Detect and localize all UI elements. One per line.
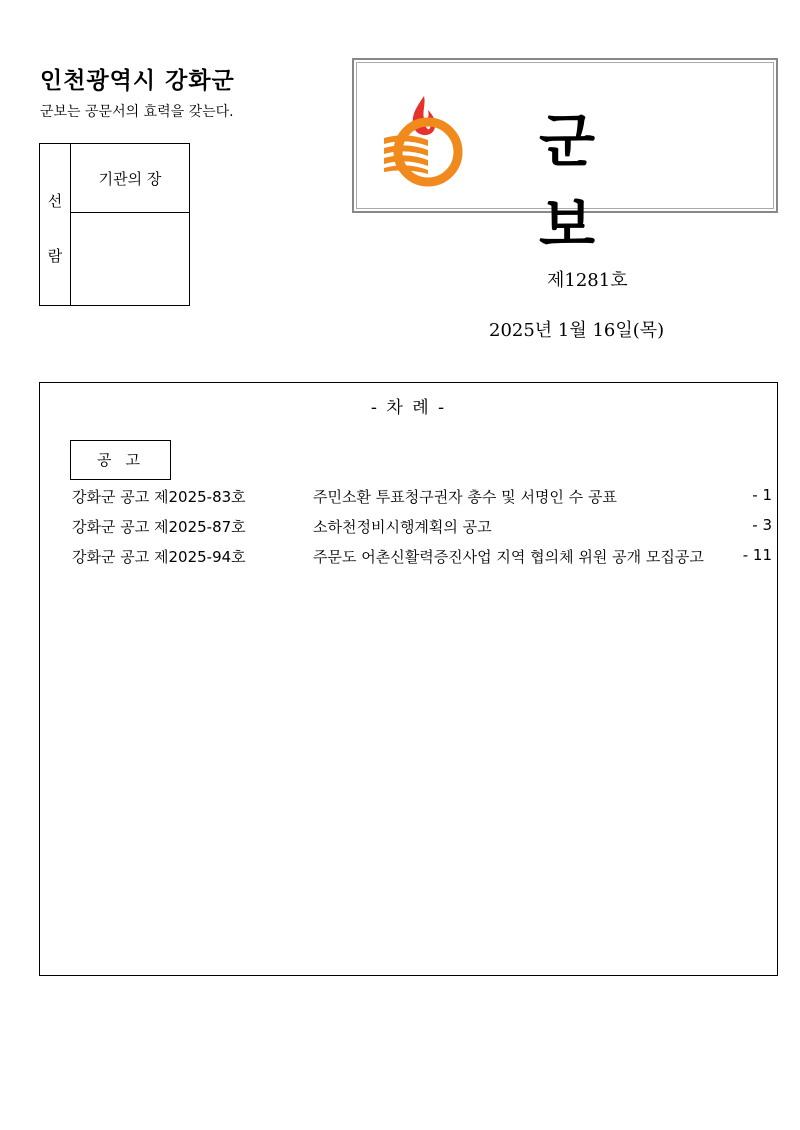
approval-head-label: 기관의 장 — [71, 144, 189, 213]
toc-entry-page: - 1 — [752, 486, 772, 504]
approval-box — [39, 143, 190, 306]
toc-entry[interactable] — [72, 516, 772, 542]
section-label-announcement: 공고 — [70, 440, 171, 480]
toc-entry-title: 소하천정비시행계획의 공고 — [313, 518, 492, 536]
toc-entry-number: 강화군 공고 제2025-83호 — [72, 488, 246, 506]
toc-entry[interactable] — [72, 546, 772, 572]
toc-entry-title: 주민소환 투표청구권자 총수 및 서명인 수 공표 — [313, 488, 617, 506]
toc-heading: - 차 례 - — [370, 398, 447, 418]
toc-entry-title: 주문도 어촌신활력증진사업 지역 협의체 위원 공개 모집공고 — [313, 548, 704, 566]
toc-entry-number: 강화군 공고 제2025-87호 — [72, 518, 246, 536]
issue-number: 제1281호 — [547, 270, 628, 291]
toc-entry[interactable] — [72, 486, 772, 512]
gangwha-emblem-icon — [380, 88, 468, 188]
organization-title: 인천광역시 강화군 — [40, 68, 235, 94]
approval-side-column — [40, 144, 71, 305]
banner-title: 군보 — [539, 107, 668, 259]
toc-entry-page: - 11 — [742, 546, 772, 564]
document-subtitle: 군보는 공문서의 효력을 갖는다. — [40, 104, 234, 120]
issue-date: 2025년 1월 16일(목) — [489, 320, 665, 341]
toc-entry-page: - 3 — [752, 516, 772, 534]
table-of-contents — [39, 382, 778, 976]
gunbo-banner — [352, 58, 778, 259]
approval-side-label: 선 — [47, 192, 63, 210]
approval-side-label: 람 — [47, 247, 63, 265]
toc-entry-number: 강화군 공고 제2025-94호 — [72, 548, 246, 566]
